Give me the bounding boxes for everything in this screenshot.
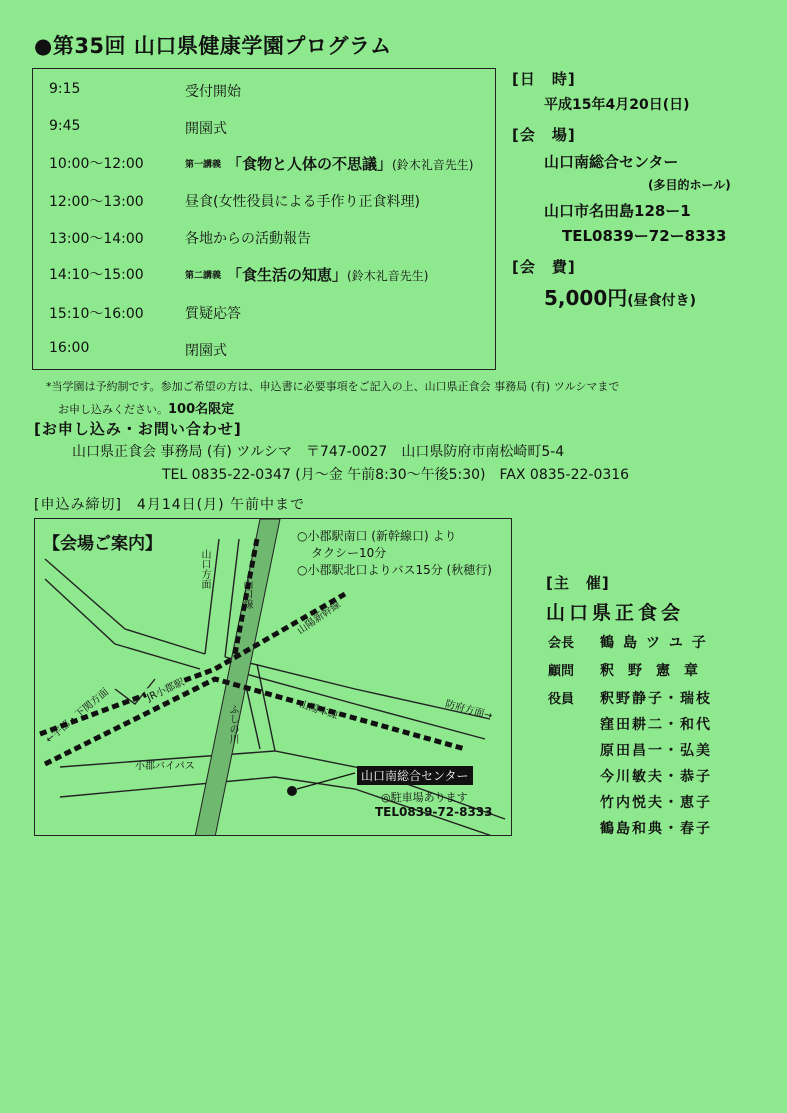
page-title: ●第35回 山口県健康学園プログラム (34, 34, 392, 58)
organizer-member (548, 766, 712, 786)
organizer-member (548, 632, 715, 652)
contact-address: 山口県正食会 事務局 (有) ツルシマ 〒747-0027 山口県防府市南松崎町5-4 (72, 444, 565, 460)
lecture-badge: 第二講義 (185, 271, 222, 281)
venue-hall: (多目的ホール) (648, 178, 731, 192)
venue-address: 山口市名田島128ー1 (544, 202, 691, 220)
organizer-member (548, 792, 712, 812)
organizer-member (548, 688, 712, 708)
lecture-title: 「食物と人体の不思議」 (227, 155, 393, 173)
schedule-label: 受付開始 (185, 84, 241, 100)
organizer-heading: [主 催] (546, 574, 610, 592)
organizer-member (548, 740, 712, 760)
schedule-time: 15:10〜16:00 (49, 306, 144, 322)
map-venue-label: 山口南総合センター (357, 766, 473, 785)
member-role: 役員 (548, 692, 575, 707)
schedule-time: 10:00〜12:00 (49, 156, 144, 172)
reservation-note: *当学園は予約制です。参加ご希望の方は、申込書に必要事項をご記入の上、山口県正食会 事務局 (有) ツルシマまで (46, 380, 620, 393)
schedule-time: 9:45 (49, 118, 81, 134)
date-heading: [日 時] (512, 70, 576, 88)
schedule-table (32, 68, 496, 370)
schedule-label: 質疑応答 (185, 306, 241, 322)
contact-phone: TEL 0835-22-0347 (月〜金 午前8:30〜午後5:30) FAX 0835-22-0316 (162, 467, 630, 483)
lecture-teacher: (鈴木礼音先生) (347, 269, 429, 283)
map-label-hofu: 防府方面→ (443, 698, 494, 723)
lecture-title: 「食生活の知恵」 (227, 266, 348, 284)
venue-tel: TEL0839ー72ー8333 (562, 227, 727, 245)
capacity-limit: 100名限定 (168, 402, 235, 417)
member-name: 竹内悦夫・恵子 (600, 795, 712, 811)
member-name: 窪田耕二・和代 (600, 717, 712, 733)
map-label-yamaguchi-line: 山口線 (241, 579, 252, 609)
contact-heading: [お申し込み・お問い合わせ] (34, 420, 242, 438)
venue-name: 山口南総合センター (544, 153, 679, 171)
map-label-shinkansen: 山陽新幹線 (295, 599, 343, 637)
map-route-2: ○小郡駅北口よりバス15分 (秋穂行) (297, 563, 492, 577)
schedule-time: 12:00〜13:00 (49, 194, 144, 210)
member-name: 釈野憲章 (600, 663, 712, 679)
lecture-badge: 第一講義 (185, 160, 222, 170)
member-role: 顧問 (548, 664, 575, 679)
fee-amount: 5,000円 (544, 286, 628, 310)
schedule-label: 閉園式 (185, 343, 227, 359)
schedule-time: 16:00 (49, 340, 90, 356)
schedule-time: 14:10〜15:00 (49, 267, 144, 283)
schedule-time: 13:00〜14:00 (49, 231, 144, 247)
fee-heading: [会 費] (512, 258, 576, 276)
schedule-label: 各地からの活動報告 (185, 231, 311, 247)
map-label-jr-station: JR小郡駅 (144, 673, 187, 703)
map-label-yamaguchi: 山口方面 (199, 549, 210, 589)
member-name: 鶴島和典・春子 (600, 821, 712, 837)
map-label-shimonoseki: ←宇部・下関方面 (43, 686, 112, 746)
map-route-1b: タクシー10分 (311, 546, 387, 560)
map-label-river: ふしの川 (227, 704, 238, 744)
member-name: 鶴島ツユ子 (600, 635, 715, 651)
member-name: 釈野静子・瑞枝 (600, 691, 712, 707)
schedule-label: 昼食(女性役員による手作り正食料理) (185, 194, 420, 210)
access-map (34, 518, 512, 836)
fee-note: (昼食付き) (627, 293, 697, 309)
map-title: 【会場ご案内】 (43, 534, 162, 554)
event-date: 平成15年4月20日(日) (544, 97, 690, 113)
member-name: 原田昌一・弘美 (600, 743, 712, 759)
organizer-member (548, 818, 712, 838)
map-parking: ◎駐車場あります (381, 791, 468, 804)
schedule-label: 開園式 (185, 121, 227, 137)
map-route-1: ○小郡駅南口 (新幹線口) より (297, 529, 457, 543)
venue-heading: [会 場] (512, 126, 576, 144)
schedule-time: 9:15 (49, 81, 81, 97)
organizer-member (548, 660, 712, 680)
organizer-member (548, 714, 712, 734)
deadline: [申込み締切] 4月14日(月) 午前中まで (34, 497, 306, 513)
reservation-note-2: お申し込みください。 (58, 403, 168, 416)
member-role: 会長 (548, 636, 575, 651)
map-label-sanyo-line: 山陽本線 (297, 698, 340, 722)
map-label-bypass: 小郡バイパス (135, 761, 195, 772)
member-name: 今川敏夫・恭子 (600, 769, 712, 785)
map-venue-tel: TEL0839-72-8333 (375, 805, 493, 819)
organizer-name: 山口県正食会 (546, 602, 685, 624)
lecture-teacher: (鈴木礼音先生) (392, 158, 474, 172)
